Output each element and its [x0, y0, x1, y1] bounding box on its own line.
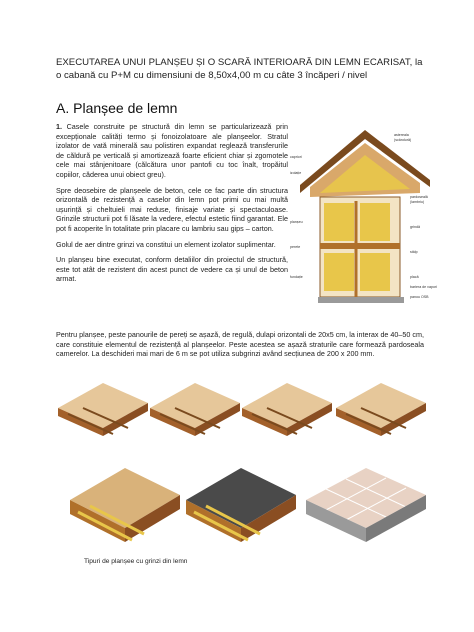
floor-type-6-illustration	[186, 460, 296, 550]
section-title: A. Planșee de lemn	[56, 100, 178, 116]
paragraph-2: Spre deosebire de planșeele de beton, cele ce fac parte din structura orizontală de rezistență a caselor din lemn pot primi cu mai multă ușurință și cheltuieli mai reduse, finisaje variate și spectaculoase. Grinzile structurii pot fi lăsate la vedere, efectul estetic fiind garantat. Ele pot fi acoperite în totalitate prin placare cu lambriu sau gips – carton.	[56, 185, 288, 233]
header-line-1: EXECUTAREA UNUI PLANȘEU ȘI O SCARĂ INTERIOARĂ DIN LEMN ECARISAT, la	[56, 57, 423, 68]
label-lambriu: (lambriu)	[410, 200, 425, 204]
label-planseu: planșeu	[290, 220, 303, 224]
label-pardoseala: pardoseală	[410, 195, 428, 199]
document-header	[56, 56, 426, 82]
floor-type-2-illustration	[150, 378, 240, 438]
figure-caption: Tipuri de planșee cu grinzi din lemn	[84, 558, 188, 565]
label-grinda: grindă	[410, 225, 420, 229]
house-section-figure	[290, 125, 440, 305]
label-fundatie: fundație	[290, 275, 303, 279]
floor-type-3-illustration	[242, 378, 332, 438]
paragraph-3: Golul de aer dintre grinzi va constitui un element izolator suplimentar.	[56, 239, 276, 249]
floor-type-4-illustration	[336, 378, 426, 438]
floor-type-5-illustration	[70, 460, 180, 550]
paragraph-4: Un planșeu bine executat, conform detaliilor din proiectul de structură, este tot atât de rezistent din acest punct de vedere ca și unul de beton armat.	[56, 255, 288, 284]
label-osb: panou OSB	[410, 295, 429, 299]
text-column	[56, 122, 288, 290]
label-scandura: (scândură)	[394, 138, 412, 142]
label-stalp: stâlp	[410, 250, 418, 254]
paragraph-1-text: Casele construite pe structură din lemn se particularizează prin excepționale calități termo și fonoizolatoare ale planșeelor. Stratul izolator de vată minerală sau polistiren expandat reglează transferurile de căldură pe verticală și amortizează foarte eficient chiar și zgomotele cele mai stânjenitoare (călcătura unor pantofi cu toc înalt, tropăitul copiilor, căderea unui obiect greu).	[56, 122, 288, 179]
label-capriori: capriori	[290, 155, 302, 159]
header-line-2: o cabană cu P+M cu dimensiuni de 8,50x4,00 m cu câte 3 încăperi / nivel	[56, 70, 368, 81]
label-placa: placă	[410, 275, 419, 279]
label-bariera: bariera de vapori	[410, 285, 437, 289]
label-perete: perete	[290, 245, 301, 249]
label-astereala: astereala	[394, 133, 409, 137]
paragraph-number: 1.	[56, 122, 62, 131]
label-izolatie: izolație	[290, 171, 302, 175]
floor-type-7-illustration	[306, 460, 426, 550]
floor-type-1-illustration	[58, 378, 148, 438]
paragraph-5: Pentru planșee, peste panourile de pereți se așază, de regulă, dulapi orizontali de 20x5 cm, la interax de 40–50 cm, care constituie elementul de rezistență al planșeelor. Peste acestea se așază straturile care formează pardoseala camerelor. La deschideri mai mari de 6 m se pot utiliza subgrinzi având secțiunea de 200 x 200 mm.	[56, 330, 424, 359]
paragraph-1	[56, 122, 288, 180]
